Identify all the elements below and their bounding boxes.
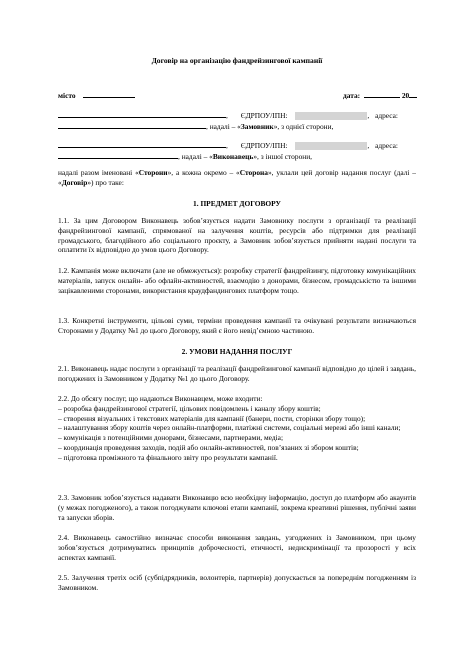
contractor-tail-post: », з іншої сторони,: [253, 152, 313, 161]
clause-1-2: [58, 266, 416, 295]
contractor-address-field[interactable]: [58, 151, 178, 159]
clause-2-2: [58, 394, 416, 462]
clause-2-3: [58, 493, 416, 522]
date-field[interactable]: [364, 90, 400, 98]
list-item: – підготовка проміжного та фінального звіту про результати кампанії.: [58, 452, 278, 462]
clause-2-4-text: 2.4. Виконавець самостійно визначає способи виконання завдань, узгоджених із Замовником, при цьому зобов’язується дотримуватись принципів доброчесності, етичності, недискримінації та прозорості у всіх аспектах кампанії.: [58, 533, 416, 562]
preamble: [58, 168, 416, 188]
list-item: – комунікація з потенційними донорами, бізнесами, партнерами, медіа;: [58, 433, 283, 443]
contractor-line-2: [58, 151, 312, 162]
clause-2-5-text: 2.5. Залучення третіх осіб (субпідрядників, волонтерів, партнерів) допускається за попереднім погодженням із Замовником.: [58, 573, 416, 592]
customer-edrpou-field[interactable]: [295, 111, 370, 120]
customer-line-2: [58, 121, 333, 132]
date-row: [343, 90, 417, 101]
customer-tail-pre: , надалі – «: [206, 122, 241, 131]
preamble-contract: Договір: [61, 177, 88, 187]
customer-role: Замовник: [240, 122, 274, 131]
customer-line-1: [58, 110, 398, 121]
comma: ,: [367, 111, 370, 120]
comma: ,: [226, 141, 228, 150]
clause-2-1-text: 2.1. Виконавець надає послуги з організації та реалізації фандрейзингової кампанії відповідно до цілей і завдань, погоджених із Замовником у Додатку №1 до цього Договору.: [58, 364, 416, 383]
contractor-line-1: [58, 140, 398, 151]
preamble-party: Сторона: [239, 168, 268, 177]
list-item: – створення візуальних і текстових матеріалів для кампанії (банери, пости, сторінки збору тощо);: [58, 413, 366, 423]
clause-2-1: [58, 364, 416, 384]
clause-2-2-intro: 2.2. До обсягу послуг, що надаються Виконавцем, може входити:: [58, 394, 263, 403]
clause-1-3-text: 1.3. Конкретні інструменти, цільові суми, терміни проведення кампанії та очікувані результати визначаються Сторонами у Додатку №1 до цього Договору, який є його невід’ємною частиною.: [58, 316, 416, 335]
preamble-text: », а кожна окремо – «: [167, 168, 240, 177]
contractor-edrpou-field[interactable]: [295, 141, 370, 150]
clause-1-3: [58, 316, 416, 336]
customer-edrpou-label: ЄДРПОУ/ІПН:: [240, 111, 288, 120]
list-item: – розробка фандрейзингової стратегії, цільових повідомлень і каналу збору коштів;: [58, 403, 321, 413]
clause-1-1: [58, 216, 416, 255]
customer-tail-post: », з однієї сторони,: [273, 122, 334, 131]
list-item: – координація проведення заходів, подій або онлайн-активностей, пов’язаних зі збором коштів;: [58, 442, 359, 452]
customer-name-field[interactable]: [58, 110, 226, 118]
contractor-role: Виконавець: [212, 152, 254, 161]
contractor-address-label: адреса:: [375, 141, 398, 150]
preamble-text: », уклали цей договір надання послуг (далі – «: [58, 168, 416, 187]
section-2-heading: 2. УМОВИ НАДАННЯ ПОСЛУГ: [181, 347, 293, 356]
document-title: Договір на організацію фандрейзингової кампанії: [151, 56, 323, 65]
list-item: – налаштування збору коштів через онлайн-платформи, платіжні системи, соціальні мережі або інші канали;: [58, 423, 401, 433]
preamble-text: надалі разом іменовані «: [58, 168, 139, 177]
contractor-name-field[interactable]: [58, 140, 226, 148]
city-row: [58, 90, 135, 101]
clause-2-3-text: 2.3. Замовник зобов’язується надавати Виконавцю всю необхідну інформацію, доступ до платформ або акаунтів (у межах погодженого), а також погоджувати ключові етапи кампанії, зокрема креативні рішення, публічні заяви та запуски зборів.: [58, 493, 416, 522]
contractor-tail-pre: , надалі – «: [178, 152, 213, 161]
customer-address-label: адреса:: [375, 111, 398, 120]
comma: ,: [367, 141, 370, 150]
clause-1-2-text: 1.2. Кампанія може включати (але не обмежується): розробку стратегії фандрейзингу, підготовку комунікаційних матеріалів, запуск онлайн- або офлайн-активностей, взаємодію з донорами, бізнесом, громадськістю та іншими зацікавленими сторонами, використання краудфандингових платформ тощо.: [58, 266, 416, 295]
section-1-heading: 1. ПРЕДМЕТ ДОГОВОРУ: [193, 199, 281, 208]
contractor-edrpou-label: ЄДРПОУ/ІПН:: [240, 141, 288, 150]
clause-2-4: [58, 533, 416, 562]
customer-address-field[interactable]: [58, 121, 206, 129]
clause-2-5: [58, 573, 416, 593]
preamble-parties: Сторони: [138, 168, 168, 177]
year-prefix: 20: [401, 91, 410, 100]
city-label: місто: [58, 91, 76, 100]
date-label: дата:: [343, 91, 361, 100]
comma: ,: [226, 111, 228, 120]
year-field[interactable]: [409, 90, 417, 98]
city-field[interactable]: [83, 90, 135, 98]
clause-1-1-text: 1.1. За цим Договором Виконавець зобов’язується надати Замовнику послуги з організації та реалізації фандрейзингової кампанії, спрямованої на залучення коштів, ресурсів або підтримки для реалізації громадського, благодійного або соціального проєкту, а Замовник зобов’язується прийняти надані послуги та оплатити їх відповідно до умов цього Договору.: [58, 216, 416, 255]
preamble-text: ») про таке:: [87, 177, 124, 187]
